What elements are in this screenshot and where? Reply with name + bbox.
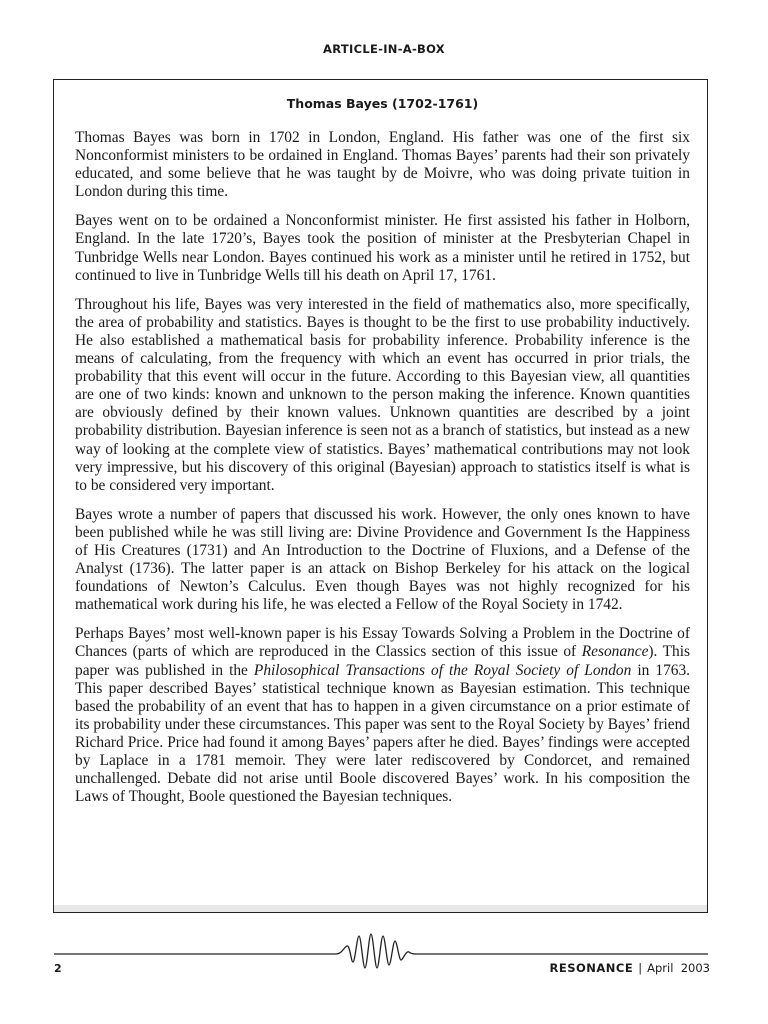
paragraph-2: Bayes went on to be ordained a Nonconformist minister. He first assisted his father in Holborn, England. In the late 1720’s, Bayes took the position of minister at the Presbyterian Chapel in Tunbridge Wells near London. Bayes continued his work as a minister until he retired in 1752, but continued to live in Tunbridge Wells till his death on April 17, 1761. [75,212,690,284]
resonance-title: Resonance [581,643,649,661]
journal-name: RESONANCE [549,961,634,975]
paragraph-5 [75,625,690,806]
paragraph-5-part-a: Perhaps Bayes’ most well-known paper is his Essay Towards Solving a Problem in the Doctrine of Chances (parts of which are reproduced in the Classics section of this issue of [75,625,690,661]
section-label: ARTICLE-IN-A-BOX [323,42,445,56]
box-title: Thomas Bayes (1702-1761) [286,96,479,111]
footer-separator: | [638,961,643,975]
article-box [53,79,708,913]
paragraph-5-part-c: in 1763. This paper described Bayes’ statistical technique known as Bayesian estimation. This technique based the probability of an event that has to happen in a given circumstance on a prior estimate of its probability under these circumstances. This paper was sent to the Royal Society by Bayes’ friend Richard Price. Price had found it among Bayes’ papers after he died. Bayes’ findings were accepted by Laplace in a 1781 memoir. They were later rediscovered by Condorcet, and remained unchallenged. Debate did not arise until Boole discovered Bayes’ work. In his composition the Laws of Thought, Boole questioned the Bayesian techniques. [75,661,690,806]
paragraph-1: Thomas Bayes was born in 1702 in London, England. His father was one of the first six Nonconformist ministers to be ordained in England. Thomas Bayes’ parents had their son privately educated, and some believe that he was taught by de Moivre, who was doing private tuition in London during this time. [75,129,690,201]
paragraph-5-part-b: ). This paper was published in the [75,643,691,679]
paragraph-3: Throughout his life, Bayes was very interested in the field of mathematics also, more specifically, the area of probability and statistics. Bayes is thought to be the first to use probability inductively. He also established a mathematical basis for probability inference. Probability inference is the means of calculating, from the frequency with which an event has occurred in prior trials, the probability that this event will occur in the future. According to this Bayesian view, all quantities are one of two kinds: known and unknown to the person making the inference. Known quantities are obviously defined by their known values. Unknown quantities are described by a joint probability distribution. Bayesian inference is seen not as a branch of statistics, but instead as a new way of looking at the complete view of statistics. Bayes’ mathematical contributions may not look very impressive, but his discovery of this original (Bayesian) approach to statistics itself is what is to be considered very important. [75,295,690,494]
page-number: 2 [54,962,62,975]
issue-year: 2003 [680,961,710,975]
issue-month: April [647,961,674,975]
journal-title: Philosophical Transactions of the Royal Society of London [253,661,632,679]
journal-footer [550,961,710,975]
paragraph-4: Bayes wrote a number of papers that discussed his work. However, the only ones known to have been published while he was still living are: Divine Providence and Government Is the Happiness of His Creatures (1731) and An Introduction to the Doctrine of Fluxions, and a Defense of the Analyst (1736). The latter paper is an attack on Bishop Berkeley for his attack on the logical foundations of Newton’s Calculus. Even though Bayes was not highly recognized for his mathematical work during his life, he was elected a Fellow of the Royal Society in 1742. [75,505,690,614]
